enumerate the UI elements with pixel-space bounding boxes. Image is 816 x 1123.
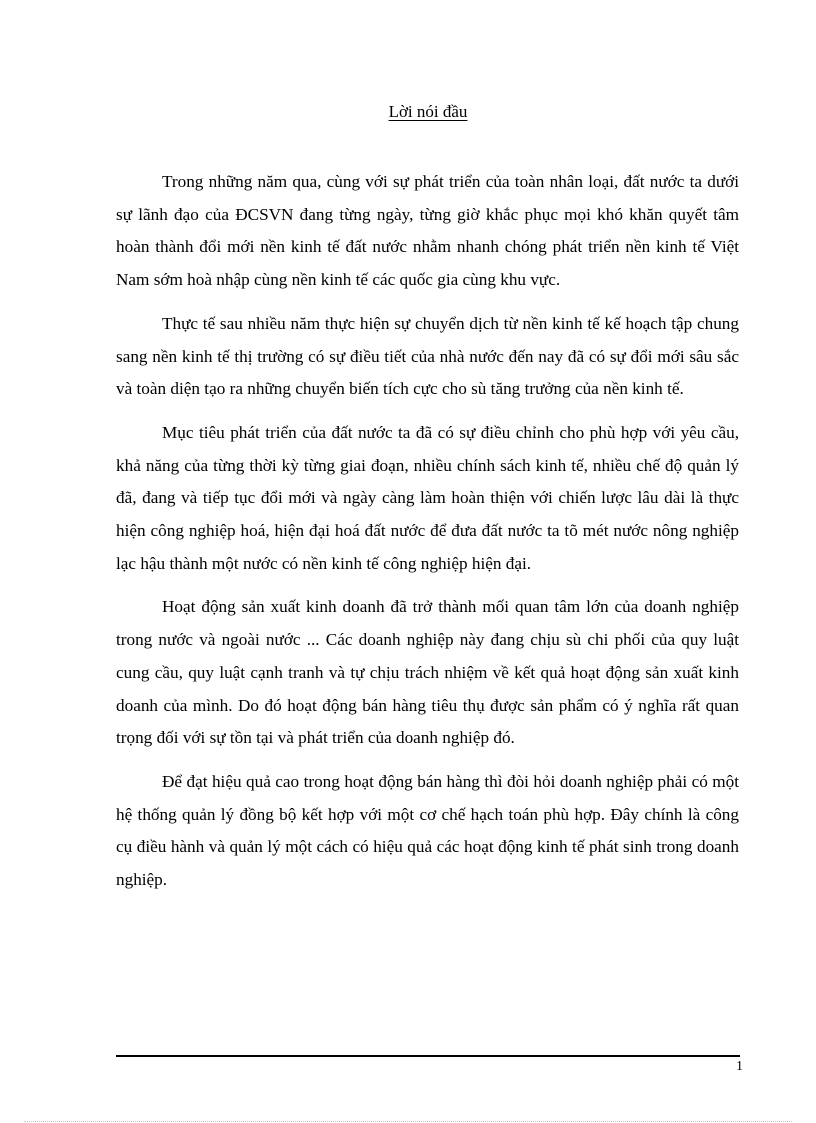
paragraph-3: Mục tiêu phát triển của đất nước ta đã có sự điều chỉnh cho phù hợp với yêu cầu, khả năng của từng thời kỳ từng giai đoạn, nhiều chính sách kinh tế, nhiều chế độ quản lý đã, đang và tiếp tục đổi mới và ngày càng làm hoàn thiện với chiến lược lâu dài là thực hiện công nghiệp hoá, hiện đại hoá đất nước để đưa đất nước ta tõ mét nước nông nghiệp lạc hậu thành một nước có nền kinh tế công nghiệp hiện đại. xyxy=(116,422,739,573)
footer-divider xyxy=(116,1055,740,1057)
document-body xyxy=(116,166,739,908)
paragraph-2: Thực tế sau nhiều năm thực hiện sự chuyển dịch từ nền kinh tế kế hoạch tập chung sang nền kinh tế thị trường có sự điều tiết của nhà nước đến nay đã có sự đổi mới sâu sắc và toàn diện tạo ra những chuyển biến tích cực cho sù tăng trưởng của nền kinh tế. xyxy=(116,313,739,399)
page-number: 1 xyxy=(736,1059,743,1074)
paragraph-1: Trong những năm qua, cùng với sự phát triển của toàn nhân loại, đất nước ta dưới sự lãnh đạo của ĐCSVN đang từng ngày, từng giờ khắc phục mọi khó khăn quyết tâm hoàn thành đổi mới nền kinh tế đất nước nhằm nhanh chóng phát triển nền kinh tế Việt Nam sớm hoà nhập cùng nền kinh tế các quốc gia cùng khu vực. xyxy=(116,172,739,290)
paragraph-4: Hoạt động sản xuất kinh doanh đã trở thành mối quan tâm lớn của doanh nghiệp trong nước và ngoài nước ... Các doanh nghiệp này đang chịu sù chi phối của quy luật cung cầu, quy luật cạnh tranh và tự chịu trách nhiệm về kết quả hoạt động sản xuất kinh doanh của mình. Do đó hoạt động bán hàng tiêu thụ được sản phẩm có ý nghĩa rất quan trọng đối với sự tồn tại và phát triển của doanh nghiệp đó. xyxy=(116,597,739,748)
page-boundary xyxy=(24,1121,792,1122)
document-title: Lời nói đầu xyxy=(388,102,468,121)
paragraph-5: Để đạt hiệu quả cao trong hoạt động bán hàng thì đòi hỏi doanh nghiệp phải có một hệ thống quản lý đồng bộ kết hợp với một cơ chế hạch toán phù hợp. Đây chính là công cụ điều hành và quản lý một cách có hiệu quả các hoạt động kinh tế phát sinh trong doanh nghiệp. xyxy=(116,771,739,890)
